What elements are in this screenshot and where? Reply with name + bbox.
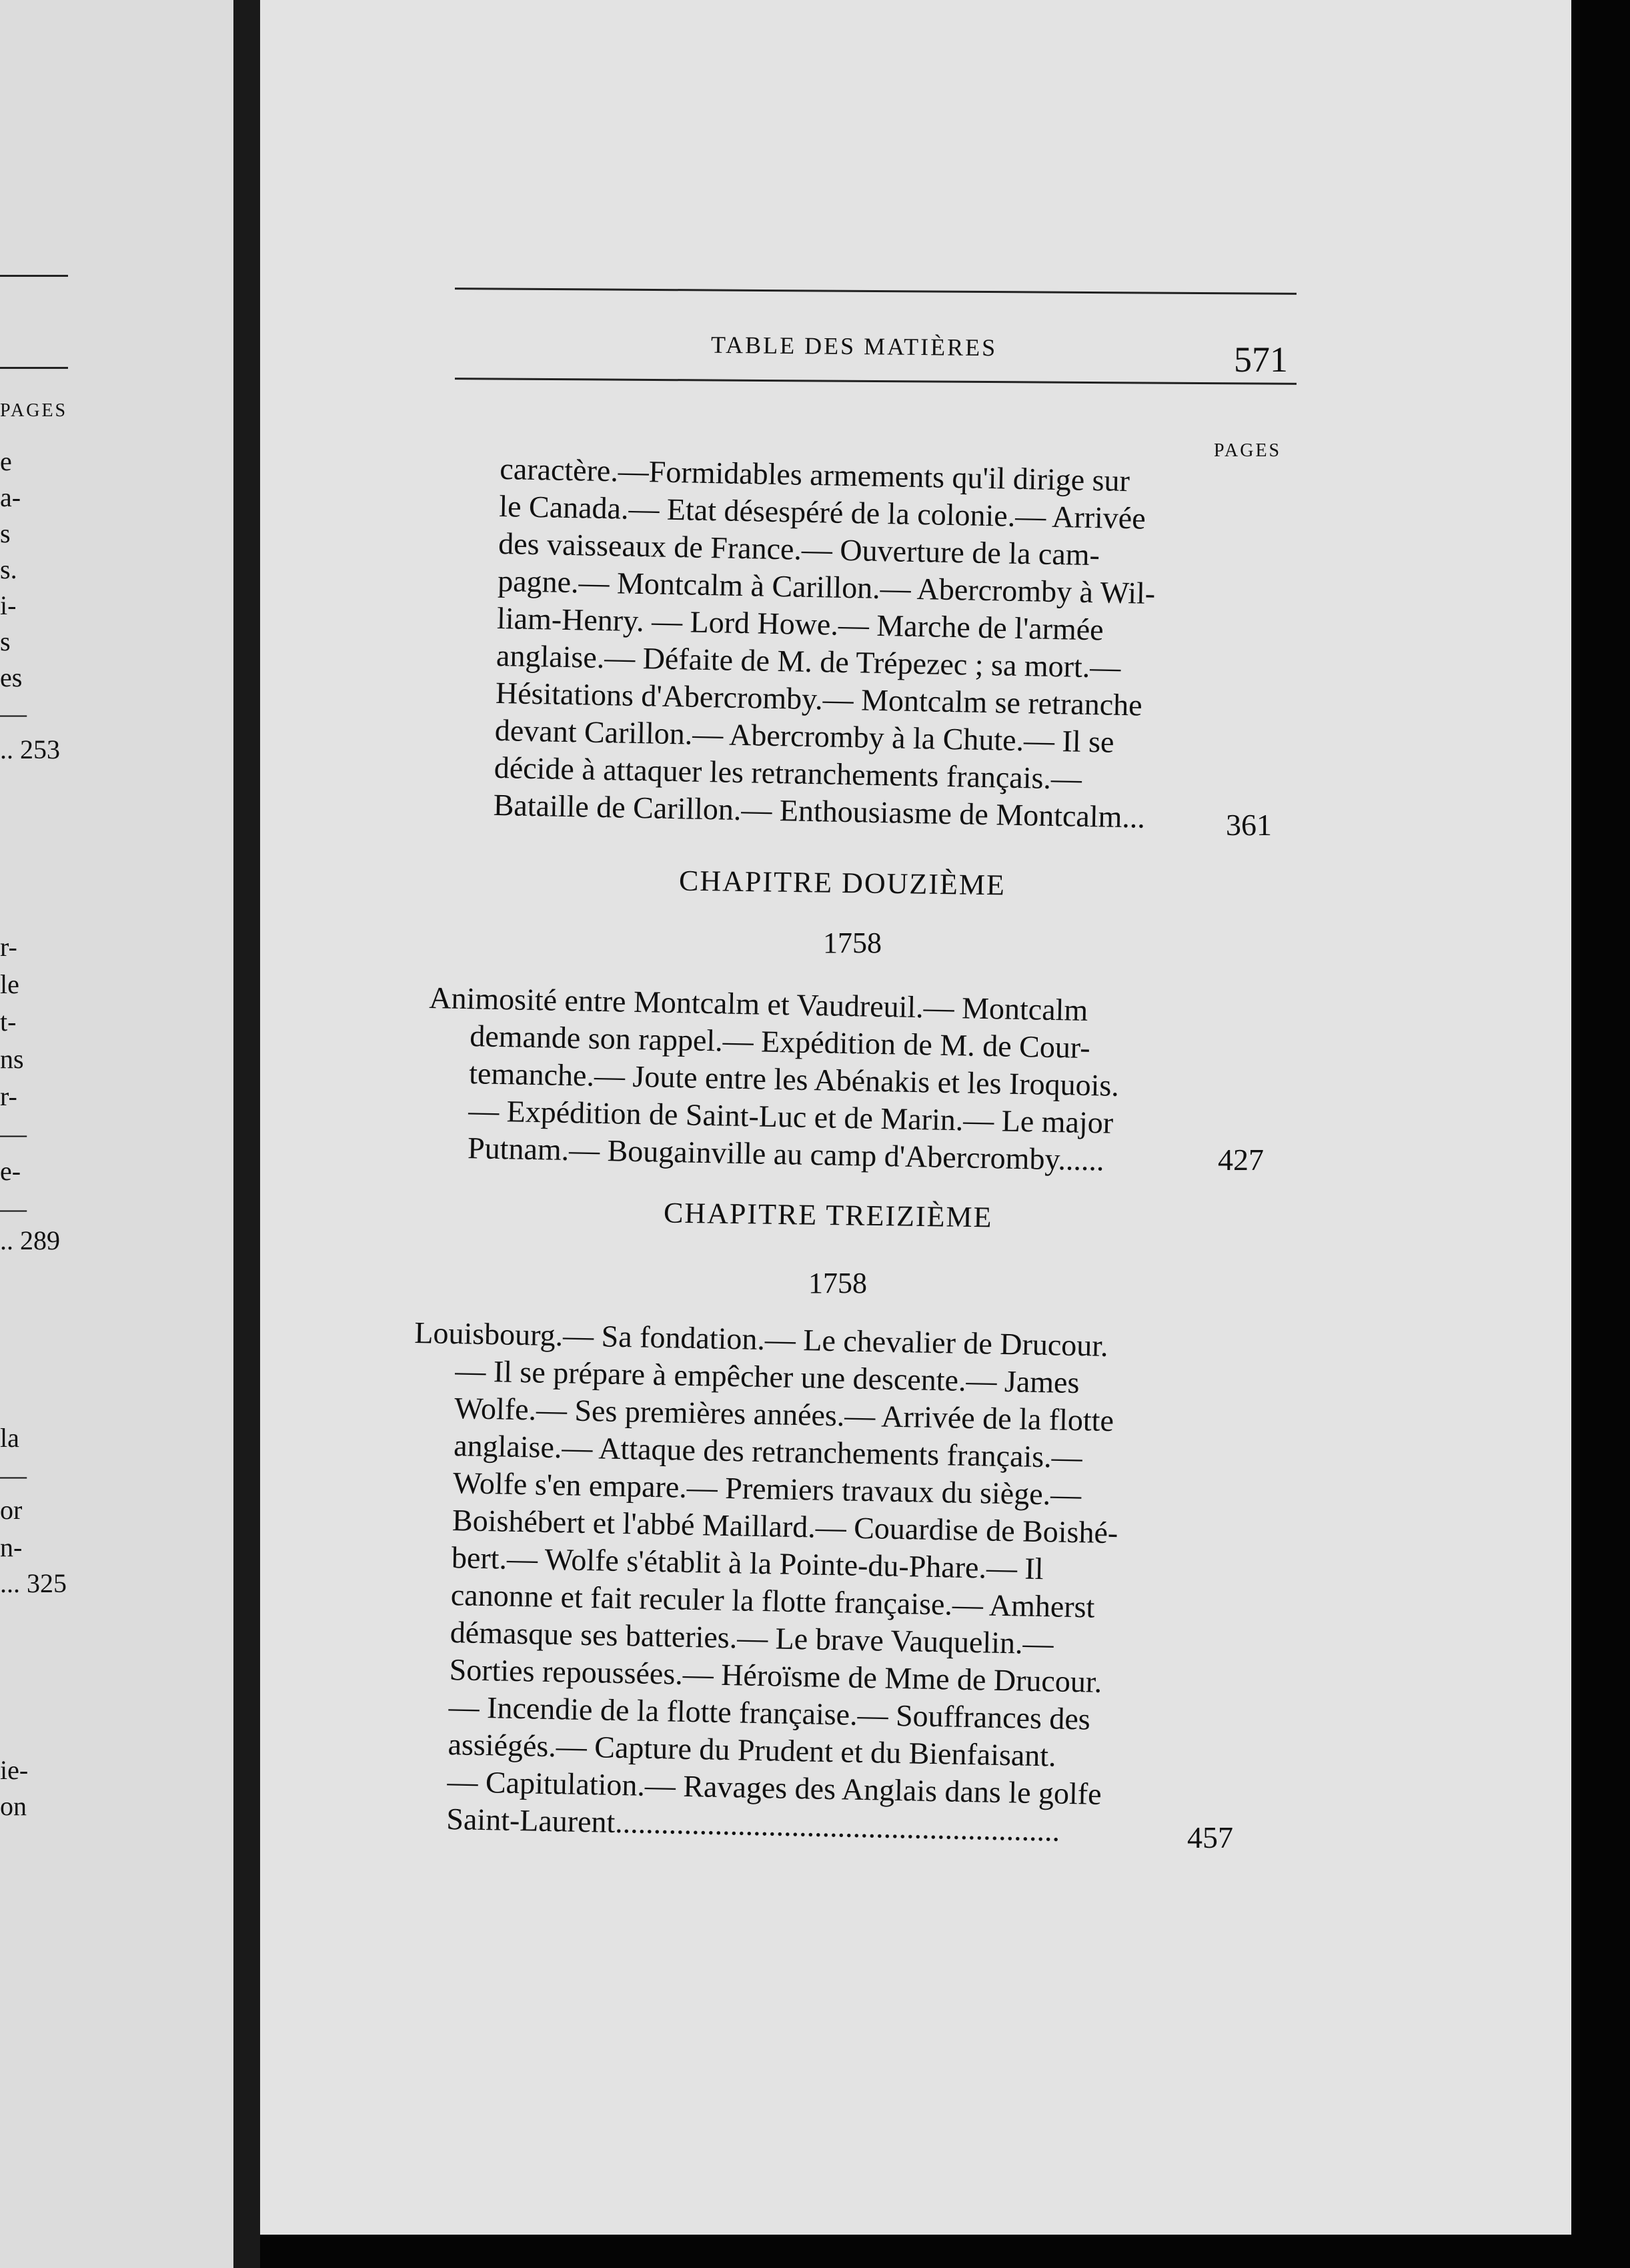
- left-fragment: t-: [0, 1007, 17, 1037]
- entry-line: Animosité entre Montcalm et Vaudreuil.— Montcalm: [428, 980, 1088, 1027]
- page-number: 571: [1234, 340, 1288, 380]
- left-fragment: n-: [0, 1532, 23, 1562]
- entry-line: démasque ses batteries.— Le brave Vauquelin.—: [450, 1615, 1054, 1661]
- left-fragment: es: [0, 662, 23, 692]
- toc-entry-chapter-12: [426, 979, 1174, 1180]
- left-rule-top: [0, 275, 68, 277]
- left-fragment: s: [0, 518, 11, 548]
- left-page: [0, 0, 233, 2268]
- left-fragment: la: [0, 1423, 19, 1453]
- chapter-12-year: 1758: [823, 927, 882, 959]
- left-fragment: i-: [0, 590, 17, 620]
- left-fragment: r-: [0, 1081, 17, 1111]
- entry-line: assiégés.— Capture du Prudent et du Bienfaisant.: [448, 1727, 1057, 1773]
- left-fragment: a-: [0, 482, 21, 512]
- left-fragment: —: [0, 1460, 27, 1490]
- chapter-13-year: 1758: [808, 1267, 867, 1299]
- left-fragment: on: [0, 1791, 27, 1821]
- entry-line: Hésitations d'Abercromby.— Montcalm se retranche: [495, 675, 1143, 722]
- main-page: [260, 0, 1571, 2235]
- entry-line: temanche.— Joute entre les Abénakis et les Iroquois.: [468, 1056, 1120, 1103]
- chapter-13-title: CHAPITRE TREIZIÈME: [663, 1196, 993, 1234]
- header-rule-top: [455, 288, 1297, 295]
- left-page-number: .. 289: [0, 1225, 60, 1255]
- entry-line: anglaise.— Attaque des retranchements français.—: [453, 1428, 1083, 1475]
- running-title: TABLE DES MATIÈRES: [710, 331, 998, 362]
- entry-line: — Capitulation.— Ravages des Anglais dans le golfe: [447, 1764, 1102, 1811]
- left-fragment: e-: [0, 1156, 21, 1186]
- entry-line: Sorties repoussées.— Héroïsme de Mme de Drucour.: [449, 1652, 1102, 1699]
- entry-line: Louisbourg.— Sa fondation.— Le chevalier de Drucour.: [414, 1315, 1109, 1363]
- toc-entry-chapter-13: [405, 1314, 1164, 1851]
- left-page-number: .. 253: [0, 734, 60, 764]
- entry-line: Bataille de Carillon.— Enthousiasme de Montcalm...: [493, 787, 1146, 834]
- entry-line: — Expédition de Saint-Luc et de Marin.— Le major: [468, 1093, 1114, 1140]
- left-fragment: s: [0, 626, 11, 656]
- left-fragment: e: [0, 446, 12, 476]
- entry-line: — Il se prépare à empêcher une descente.— James: [454, 1353, 1080, 1400]
- entry-line: liam-Henry. — Lord Howe.— Marche de l'armée: [496, 600, 1104, 647]
- entry-line: Wolfe s'en empare.— Premiers travaux du siège.—: [452, 1466, 1082, 1512]
- entry-line: Wolfe.— Ses premières années.— Arrivée de la flotte: [454, 1391, 1114, 1438]
- left-fragment: —: [0, 1119, 27, 1149]
- chapter-12-title: CHAPITRE DOUZIÈME: [678, 864, 1006, 902]
- entry-line: pagne.— Montcalm à Carillon.— Abercromby à Wil-: [497, 563, 1156, 610]
- left-page-number: ... 325: [0, 1568, 67, 1598]
- entry-line: décide à attaquer les retranchements français.—: [494, 750, 1082, 796]
- book-gutter: [233, 0, 260, 2268]
- entry-line: canonne et fait reculer la flotte française.— Amherst: [450, 1578, 1095, 1624]
- left-fragment: or: [0, 1495, 23, 1525]
- entry-line: Boishébert et l'abbé Maillard.— Couardise de Boishé-: [452, 1503, 1118, 1550]
- left-fragment: —: [0, 698, 27, 728]
- entry-page-number: 427: [1218, 1143, 1264, 1177]
- header-rule-bottom: [455, 378, 1297, 385]
- left-rule-bottom: [0, 367, 68, 369]
- entry-line: devant Carillon.— Abercromby à la Chute.— Il se: [494, 712, 1114, 759]
- entry-line: anglaise.— Défaite de M. de Trépezec ; sa mort.—: [496, 638, 1121, 684]
- left-fragment: s.: [0, 554, 17, 584]
- entry-line: bert.— Wolfe s'établit à la Pointe-du-Phare.— Il: [451, 1540, 1044, 1586]
- entry-page-number: 457: [1187, 1820, 1233, 1854]
- pages-column-label: PAGES: [1214, 440, 1282, 461]
- entry-page-number: 361: [1226, 808, 1272, 842]
- left-fragment: —: [0, 1193, 27, 1223]
- left-fragment: ns: [0, 1044, 24, 1074]
- entry-line: Saint-Laurent..........................................................: [446, 1802, 1060, 1848]
- left-fragment: ie-: [0, 1755, 29, 1785]
- entry-line: caractère.—Formidables armements qu'il dirige sur: [499, 451, 1130, 498]
- entry-line: des vaisseaux de France.— Ouverture de la cam-: [498, 526, 1100, 572]
- toc-entry-previous-chapter: [493, 450, 1174, 836]
- entry-line: demande son rappel.— Expédition de M. de Cour-: [469, 1019, 1091, 1065]
- entry-line: Putnam.— Bougainville au camp d'Abercromby......: [467, 1131, 1104, 1177]
- entry-line: — Incendie de la flotte française.— Souffrances des: [448, 1690, 1091, 1736]
- entry-line: le Canada.— Etat désespéré de la colonie.— Arrivée: [498, 488, 1146, 536]
- left-pages-label: PAGES: [0, 400, 68, 421]
- left-fragment: le: [0, 969, 19, 999]
- left-fragment: r-: [0, 932, 17, 962]
